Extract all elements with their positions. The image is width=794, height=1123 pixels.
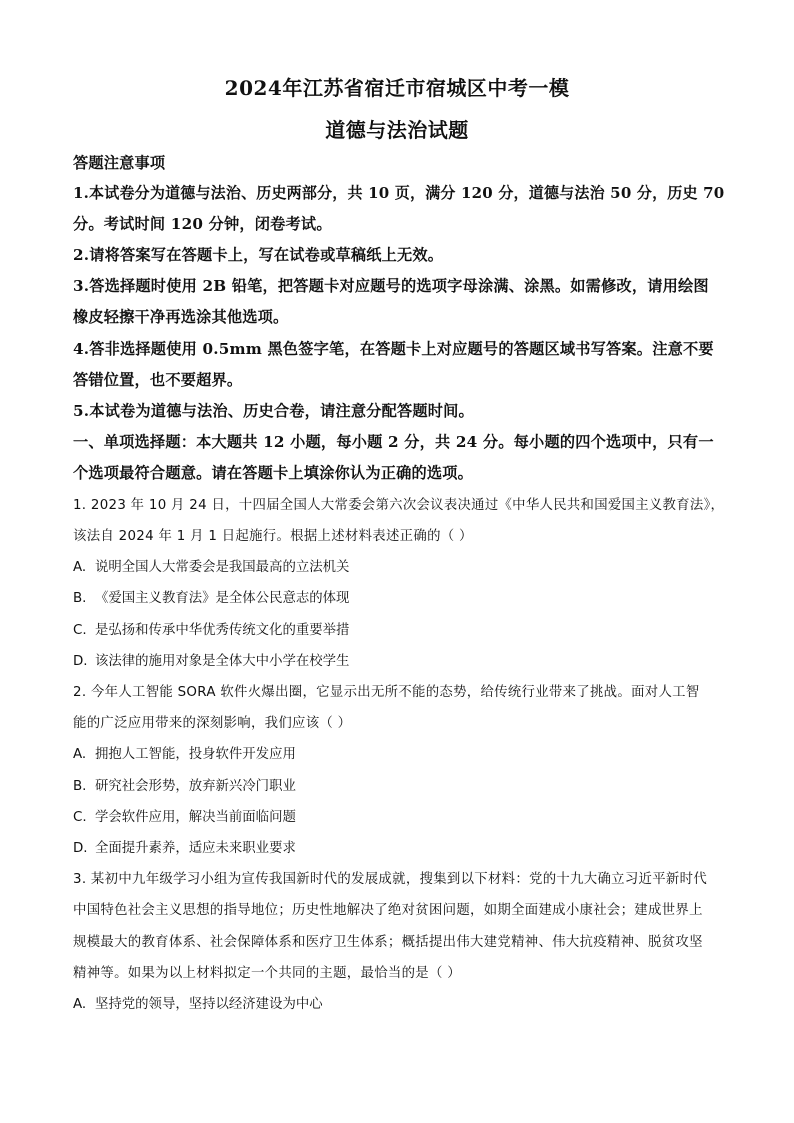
option-text: 是弘扬和传承中华优秀传统文化的重要举措 bbox=[95, 623, 350, 638]
option-b bbox=[73, 587, 349, 606]
option-c bbox=[73, 806, 296, 825]
notes-line: 答错位置，也不要超界。 bbox=[73, 371, 243, 389]
option-text: 坚持党的领导，坚持以经济建设为中心 bbox=[95, 997, 323, 1012]
option-label: A. bbox=[73, 560, 87, 575]
option-label: C. bbox=[73, 623, 87, 638]
page-subtitle: 道德与法治试题 bbox=[325, 118, 469, 142]
option-a bbox=[73, 993, 323, 1012]
notes-line: 4.答非选择题使用 0.5mm 黑色签字笔，在答题卡上对应题号的答题区域书写答案。注意不要 bbox=[73, 340, 714, 358]
section-heading: 一、单项选择题：本大题共 12 小题，每小题 2 分，共 24 分。每小题的四个选项中，只有一 bbox=[73, 433, 714, 451]
option-d bbox=[73, 650, 349, 669]
notes-line: 2.请将答案写在答题卡上，写在试卷或草稿纸上无效。 bbox=[73, 246, 444, 264]
notes-line: 分。考试时间 120 分钟，闭卷考试。 bbox=[73, 215, 332, 233]
question-stem: 规模最大的教育体系、社会保障体系和医疗卫生体系；概括提出伟大建党精神、伟大抗疫精神、脱贫攻坚 bbox=[73, 935, 703, 950]
option-text: 研究社会形势，放弃新兴冷门职业 bbox=[95, 779, 296, 794]
page-title: 2024年江苏省宿迁市宿城区中考一模 bbox=[224, 76, 570, 100]
option-text: 《爱国主义教育法》是全体公民意志的体现 bbox=[95, 591, 350, 606]
option-d bbox=[73, 837, 296, 856]
option-label: B. bbox=[73, 779, 87, 794]
option-label: A. bbox=[73, 997, 87, 1012]
option-label: D. bbox=[73, 841, 88, 856]
question-stem: 2. 今年人工智能 SORA 软件火爆出圈，它显示出无所不能的态势，给传统行业带来了挑战。面对人工智 bbox=[73, 685, 700, 700]
option-label: D. bbox=[73, 654, 88, 669]
option-text: 拥抱人工智能，投身软件开发应用 bbox=[95, 747, 296, 762]
option-c bbox=[73, 619, 349, 638]
question-stem: 精神等。如果为以上材料拟定一个共同的主题，最恰当的是（ ） bbox=[73, 966, 461, 981]
question-stem: 1. 2023 年 10 月 24 日，十四届全国人大常委会第六次会议表决通过《中华人民共和国爱国主义教育法》， bbox=[73, 498, 725, 513]
option-text: 全面提升素养，适应未来职业要求 bbox=[95, 841, 296, 856]
option-label: B. bbox=[73, 591, 87, 606]
notes-line: 橡皮轻擦干净再选涂其他选项。 bbox=[73, 308, 289, 326]
question-stem: 能的广泛应用带来的深刻影响，我们应该（ ） bbox=[73, 716, 352, 731]
option-text: 说明全国人大常委会是我国最高的立法机关 bbox=[95, 560, 350, 575]
notes-line: 3.答选择题时使用 2B 铅笔，把答题卡对应题号的选项字母涂满、涂黑。如需修改，请用绘图 bbox=[73, 277, 709, 295]
option-text: 该法律的施用对象是全体大中小学在校学生 bbox=[95, 654, 350, 669]
option-text: 学会软件应用，解决当前面临问题 bbox=[95, 810, 296, 825]
option-b bbox=[73, 775, 296, 794]
option-a bbox=[73, 556, 349, 575]
option-a bbox=[73, 743, 296, 762]
section-heading: 个选项最符合题意。请在答题卡上填涂你认为正确的选项。 bbox=[73, 464, 474, 482]
notes-heading: 答题注意事项 bbox=[73, 154, 166, 172]
notes-line: 5.本试卷为道德与法治、历史合卷，请注意分配答题时间。 bbox=[73, 402, 474, 420]
question-stem: 中国特色社会主义思想的指导地位；历史性地解决了绝对贫困问题，如期全面建成小康社会；建成世界上 bbox=[73, 903, 703, 918]
option-label: A. bbox=[73, 747, 87, 762]
question-stem: 3. 某初中九年级学习小组为宣传我国新时代的发展成就，搜集到以下材料：党的十九大确立习近平新时代 bbox=[73, 872, 708, 887]
option-label: C. bbox=[73, 810, 87, 825]
notes-line: 1.本试卷分为道德与法治、历史两部分，共 10 页，满分 120 分，道德与法治 50 分，历史 70 bbox=[73, 184, 725, 202]
question-stem: 该法自 2024 年 1 月 1 日起施行。根据上述材料表述正确的（ ） bbox=[73, 529, 473, 544]
